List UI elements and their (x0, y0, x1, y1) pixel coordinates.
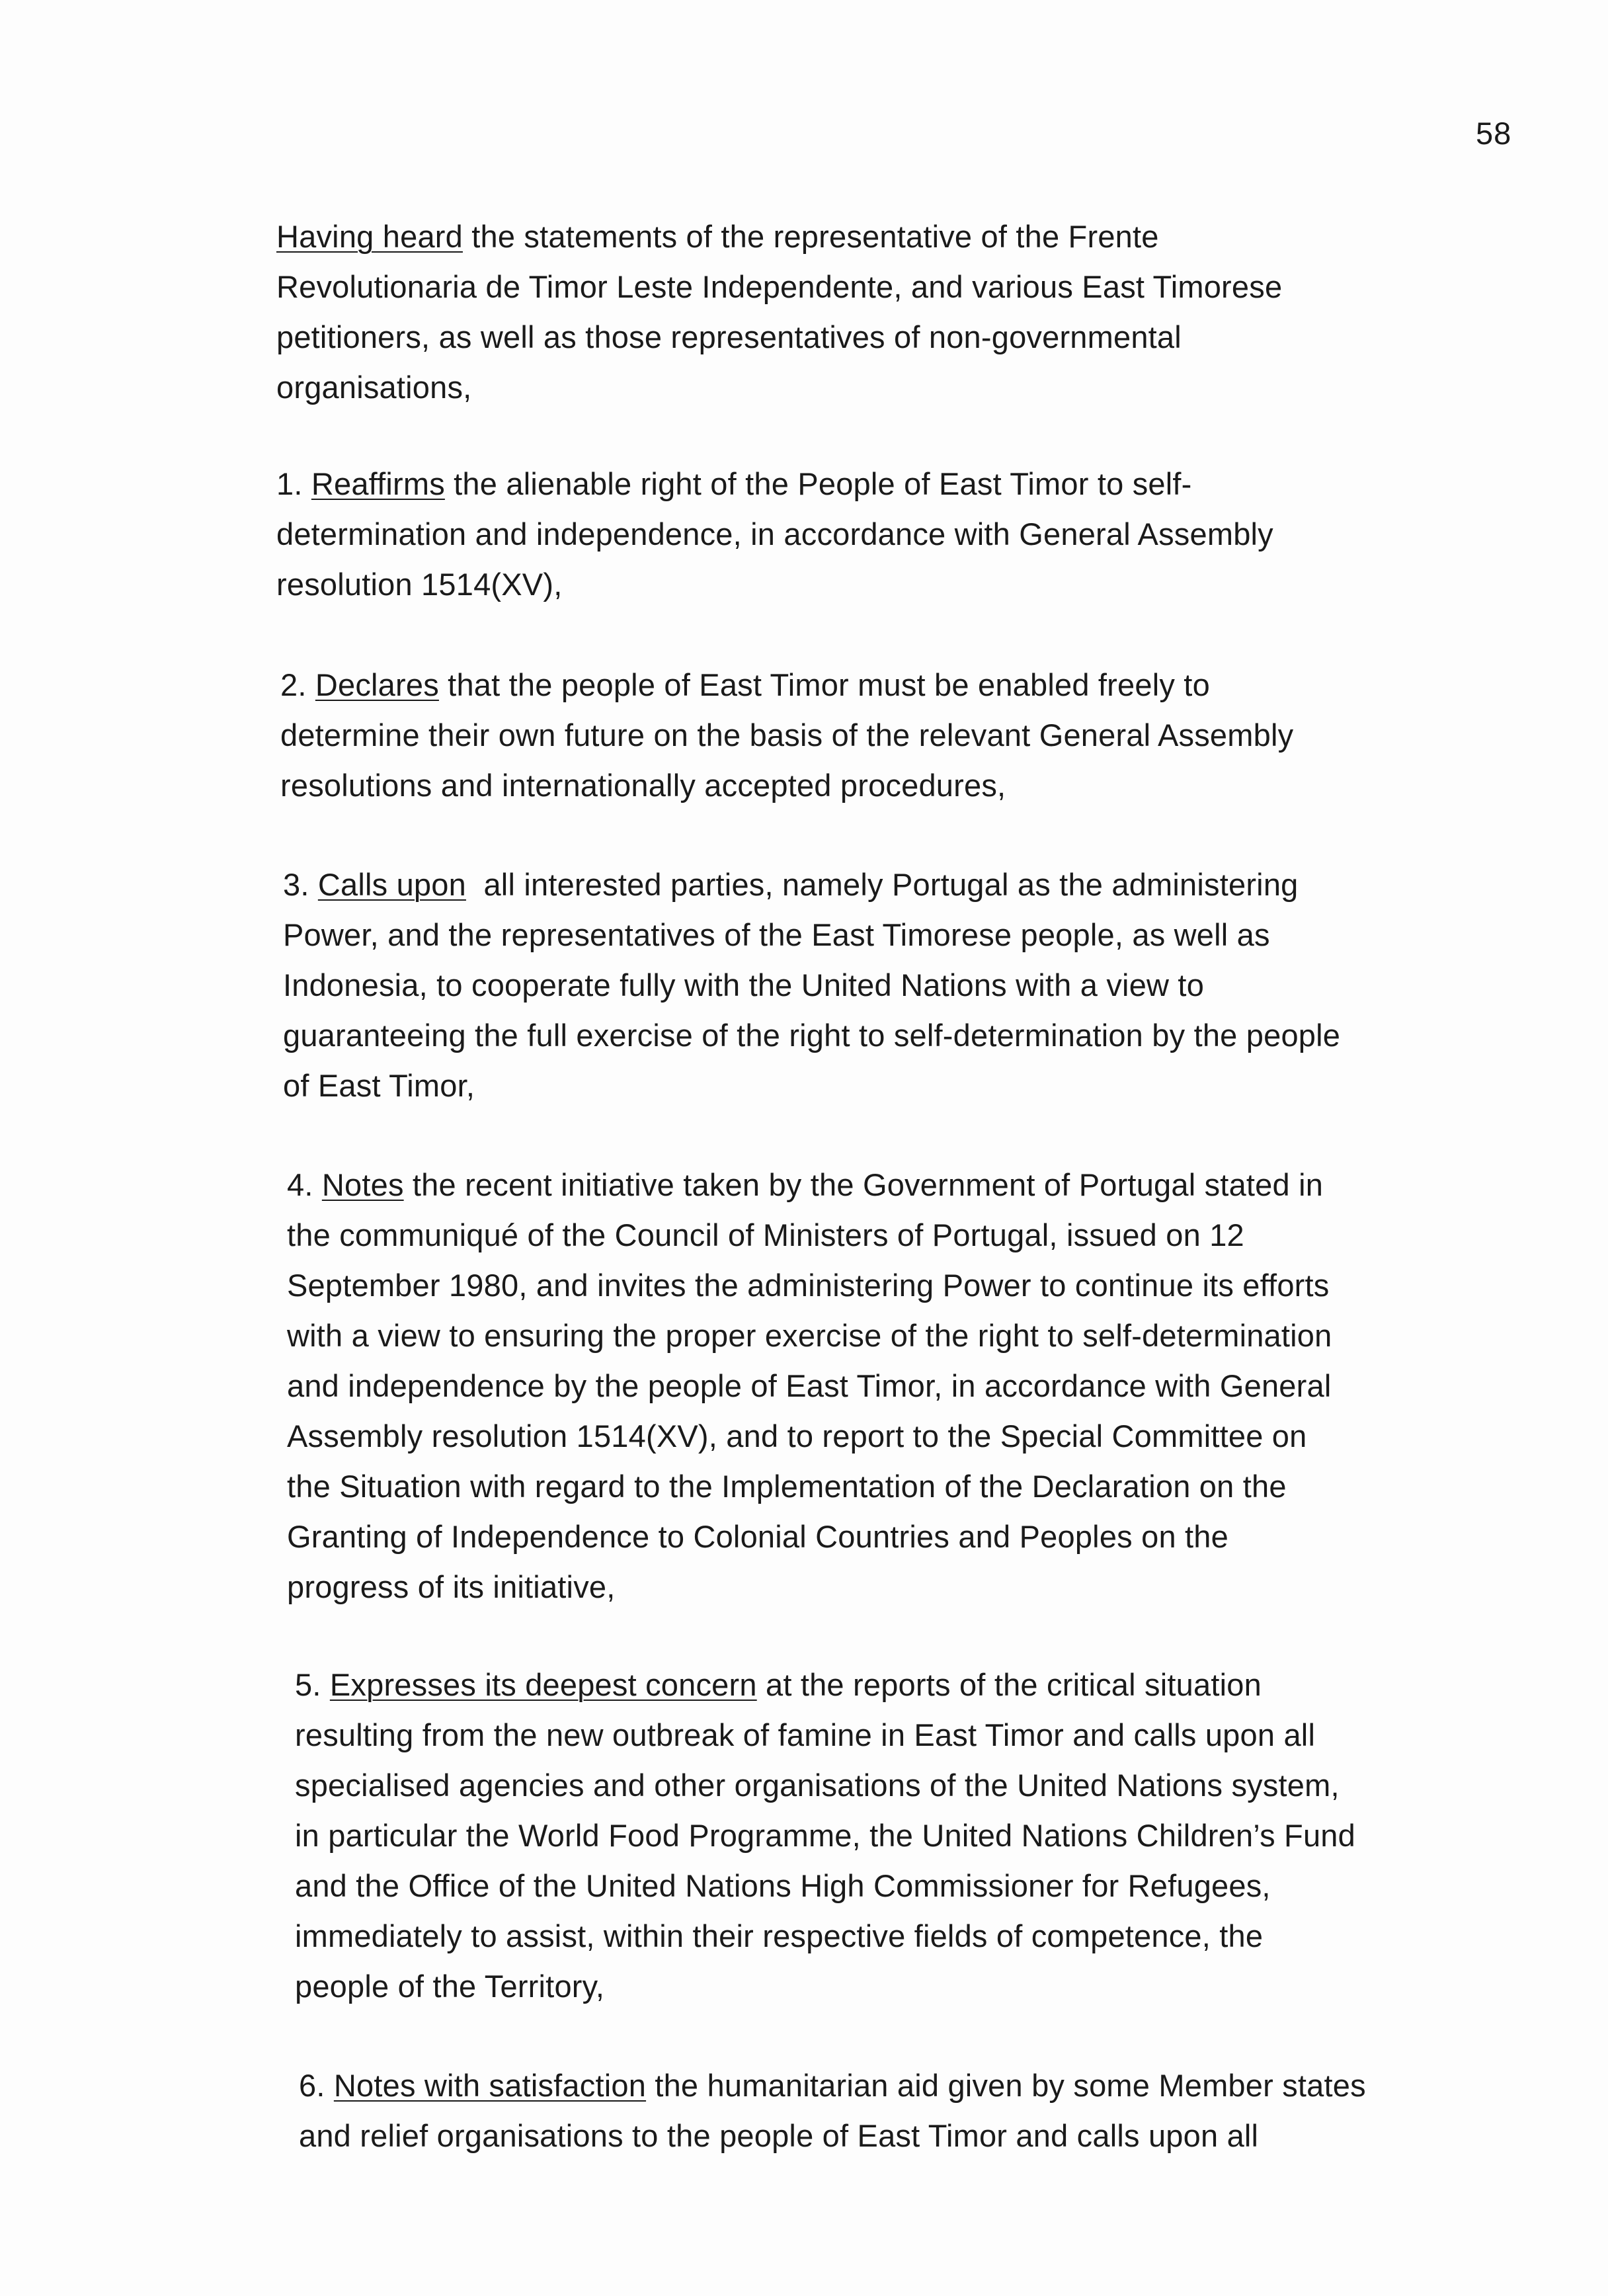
paragraph-line: specialised agencies and other organisations of the United Nations system, (295, 1768, 1340, 1803)
paragraph-line: September 1980, and invites the administering Power to continue its efforts (287, 1268, 1330, 1303)
paragraph-3 (283, 860, 1467, 1111)
paragraph-line: determination and independence, in accordance with General Assembly (276, 516, 1273, 552)
paragraph-line: with a view to ensuring the proper exercise of the right to self-determination (287, 1318, 1332, 1353)
paragraph-line (280, 660, 1464, 710)
paragraph-line (276, 459, 1460, 509)
paragraph-4 (287, 1160, 1470, 1612)
paragraph-line: of East Timor, (283, 1068, 475, 1103)
paragraph-text: the recent initiative taken by the Government of Portugal stated in (403, 1167, 1324, 1202)
paragraph-line: resulting from the new outbreak of famine in East Timor and calls upon all (295, 1717, 1316, 1752)
paragraph-line: and the Office of the United Nations High Commissioner for Refugees, (295, 1868, 1271, 1903)
paragraph-line: Granting of Independence to Colonial Countries and Peoples on the (287, 1519, 1228, 1554)
paragraph-text: at the reports of the critical situation (756, 1667, 1262, 1702)
paragraph-text: that the people of East Timor must be enabled freely to (438, 667, 1210, 702)
paragraph-line: organisations, (276, 370, 472, 405)
paragraph-text: the statements of the representative of the Frente (462, 219, 1159, 254)
paragraph-line: Assembly resolution 1514(XV), and to report to the Special Committee on (287, 1418, 1307, 1454)
paragraph-number: 3. (283, 867, 318, 902)
paragraph-lead-phrase: Notes (321, 1167, 404, 1202)
paragraph-number: 1. (276, 466, 311, 501)
paragraph-line: petitioners, as well as those representatives of non-governmental (276, 319, 1182, 354)
paragraph-text: all interested parties, namely Portugal as the administering (465, 867, 1299, 902)
paragraph-line: progress of its initiative, (287, 1569, 616, 1604)
paragraph-lead-phrase: Declares (315, 667, 439, 702)
paragraph-line: guaranteeing the full exercise of the right to self-determination by the people (283, 1018, 1341, 1053)
paragraph-lead-phrase: Notes with satisfaction (333, 2068, 647, 2103)
paragraph-line: and relief organisations to the people of East Timor and calls upon all (299, 2118, 1259, 2153)
paragraph-line: Power, and the representatives of the East Timorese people, as well as (283, 917, 1270, 952)
paragraph-line: determine their own future on the basis of the relevant General Assembly (280, 718, 1294, 753)
paragraph-number: 4. (287, 1167, 322, 1202)
paragraph-1 (276, 459, 1460, 610)
paragraph-line (287, 1160, 1470, 1210)
paragraph-lead-phrase: Reaffirms (311, 466, 445, 501)
paragraph-6 (299, 2061, 1482, 2161)
paragraph-line: immediately to assist, within their respective fields of competence, the (295, 1918, 1264, 1953)
paragraph-line: Indonesia, to cooperate fully with the United Nations with a view to (283, 967, 1205, 1003)
page-number: 58 (1476, 116, 1512, 151)
paragraph-number: 2. (280, 667, 315, 702)
paragraph-2 (280, 660, 1464, 811)
paragraph-number: 6. (299, 2068, 334, 2103)
paragraph-line (283, 860, 1467, 910)
paragraph-line (299, 2061, 1482, 2111)
paragraph-line: the communiqué of the Council of Ministers of Portugal, issued on 12 (287, 1217, 1244, 1252)
paragraph-lead-phrase: Having heard (276, 219, 463, 254)
paragraph-lead-phrase: Calls upon (317, 867, 466, 902)
paragraph-lead-phrase: Expresses its deepest concern (329, 1667, 757, 1702)
paragraph-line (295, 1660, 1478, 1710)
paragraph-line: the Situation with regard to the Implementation of the Declaration on the (287, 1469, 1287, 1504)
paragraph-line (276, 212, 1460, 262)
paragraph-5 (295, 1660, 1478, 2012)
paragraph-line: people of the Territory, (295, 1969, 605, 2004)
paragraph-line: and independence by the people of East Timor, in accordance with General (287, 1368, 1332, 1403)
paragraph-text: the humanitarian aid given by some Member states (646, 2068, 1366, 2103)
paragraph-line: resolution 1514(XV), (276, 567, 563, 602)
paragraph-line: Revolutionaria de Timor Leste Independente, and various East Timorese (276, 269, 1283, 304)
paragraph-preamble (276, 212, 1460, 413)
paragraph-line: resolutions and internationally accepted procedures, (280, 768, 1006, 803)
paragraph-line: in particular the World Food Programme, the United Nations Children’s Fund (295, 1818, 1355, 1853)
paragraph-number: 5. (295, 1667, 330, 1702)
paragraph-text: the alienable right of the People of East Timor to self- (444, 466, 1192, 501)
